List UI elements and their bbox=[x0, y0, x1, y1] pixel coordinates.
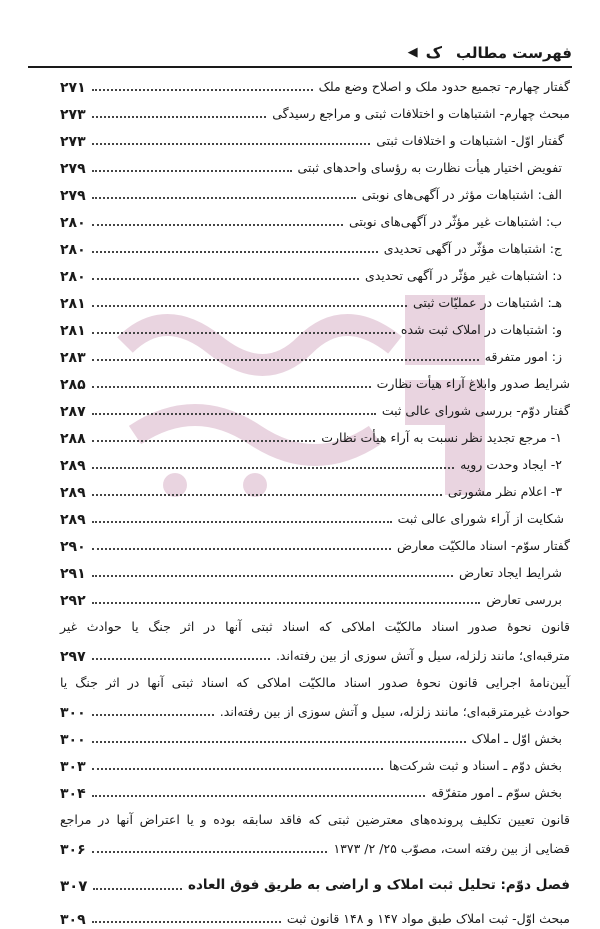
toc-entry: مبحث اوّل- ثبت املاک طبق مواد ۱۴۷ و ۱۴۸ قانون ثبت ۳۰۹ bbox=[60, 911, 570, 928]
toc-entry: الف: اشتباهات مؤثر در آگهی‌های نوبتی ۲۷۹ bbox=[60, 187, 562, 204]
toc-entry: هـ: اشتباهات در عملیّات ثبتی ۲۸۱ bbox=[60, 295, 562, 312]
toc-entry: ۳- اعلام نظر مشورتی ۲۸۹ bbox=[60, 484, 562, 501]
toc-entry: ز: امور متفرقه ۲۸۳ bbox=[60, 349, 562, 366]
toc-entry: ۲- ایجاد وحدت رویه ۲۸۹ bbox=[60, 457, 562, 474]
toc-entry: گفتار سوّم- اسناد مالکیّت معارض ۲۹۰ bbox=[60, 538, 570, 555]
toc-entry: گفتار چهارم- تجمیع حدود ملک و اصلاح وضع ملک ۲۷۱ bbox=[60, 79, 570, 96]
triangle-marker-icon: ◀ bbox=[407, 45, 418, 60]
toc-entry: و: اشتباهات در املاک ثبت شده ۲۸۱ bbox=[60, 322, 562, 339]
toc-entry: بخش اوّل ـ املاک ۳۰۰ bbox=[60, 731, 562, 748]
toc-entry-multiline: قانون نحوۀ صدور اسناد مالکیّت املاکی که اسناد ثبتی آنها در اثر جنگ یا حوادث غیر مترقبه‌ای؛ مانند زلزله، سیل و آتش سوزی از بین رفته‌اند. ۲۹۷ bbox=[60, 619, 570, 665]
page-header bbox=[28, 38, 572, 68]
toc-entry: گفتار دوّم- بررسی شورای عالی ثبت ۲۸۷ bbox=[60, 403, 570, 420]
toc-entry: شرایط ایجاد تعارض ۲۹۱ bbox=[60, 565, 562, 582]
toc-entry: ۱- مرجع تجدید نظر نسبت به آراء هیأت نظارت ۲۸۸ bbox=[60, 430, 562, 447]
toc-chapter-entry: فصل دوّم: تحلیل ثبت املاک و اراضی به طریق فوق العاده ۳۰۷ bbox=[60, 877, 570, 895]
toc-entry: ب: اشتباهات غیر مؤثّر در آگهی‌های نوبتی ۲۸۰ bbox=[60, 214, 562, 231]
toc-entry: شکایت از آراء شورای عالی ثبت ۲۸۹ bbox=[60, 511, 564, 528]
toc-entry-multiline: آیین‌نامۀ اجرایی قانون نحوۀ صدور اسناد مالکیّت املاکی که اسناد ثبتی آنها در اثر جنگ یا حوادث غیرمترقبه‌ای؛ مانند زلزله، سیل و آتش سوزی از بین رفته‌اند. ۳۰۰ bbox=[60, 675, 570, 721]
toc-entry-multiline: قانون تعیین تکلیف پرونده‌های معترضین ثبتی که فاقد سابقه بوده و یا اعتراض آنها در مراجع قضایی از بین رفته است، مصوّب ۲۵/ ۲/ ۱۳۷۳ ۳۰۶ bbox=[60, 812, 570, 858]
toc-entry: بخش دوّم ـ اسناد و ثبت شرکت‌ها ۳۰۳ bbox=[60, 758, 562, 775]
toc-entry: ج: اشتباهات مؤثّر در آگهی تحدیدی ۲۸۰ bbox=[60, 241, 562, 258]
header-title: فهرست مطالب bbox=[456, 44, 572, 62]
toc-entry: مبحث چهارم- اشتباهات و اختلافات ثبتی و مراجع رسیدگی ۲۷۳ bbox=[60, 106, 570, 123]
page-letter: ک bbox=[425, 43, 443, 62]
toc-entry: گفتار اوّل- اشتباهات و اختلافات ثبتی ۲۷۳ bbox=[60, 133, 564, 150]
toc-entry: تفویض اختیار هیأت نظارت به رؤسای واحدهای ثبتی ۲۷۹ bbox=[60, 160, 562, 177]
toc-entry: د: اشتباهات غیر مؤثّر در آگهی تحدیدی ۲۸۰ bbox=[60, 268, 562, 285]
toc-entry: بررسی تعارض ۲۹۲ bbox=[60, 592, 562, 609]
table-of-contents bbox=[60, 70, 570, 929]
toc-entry: بخش سوّم ـ امور متفرّقه ۳۰۴ bbox=[60, 785, 562, 802]
toc-entry: شرایط صدور وابلاغ آراء هیأت نظارت ۲۸۵ bbox=[60, 376, 570, 393]
